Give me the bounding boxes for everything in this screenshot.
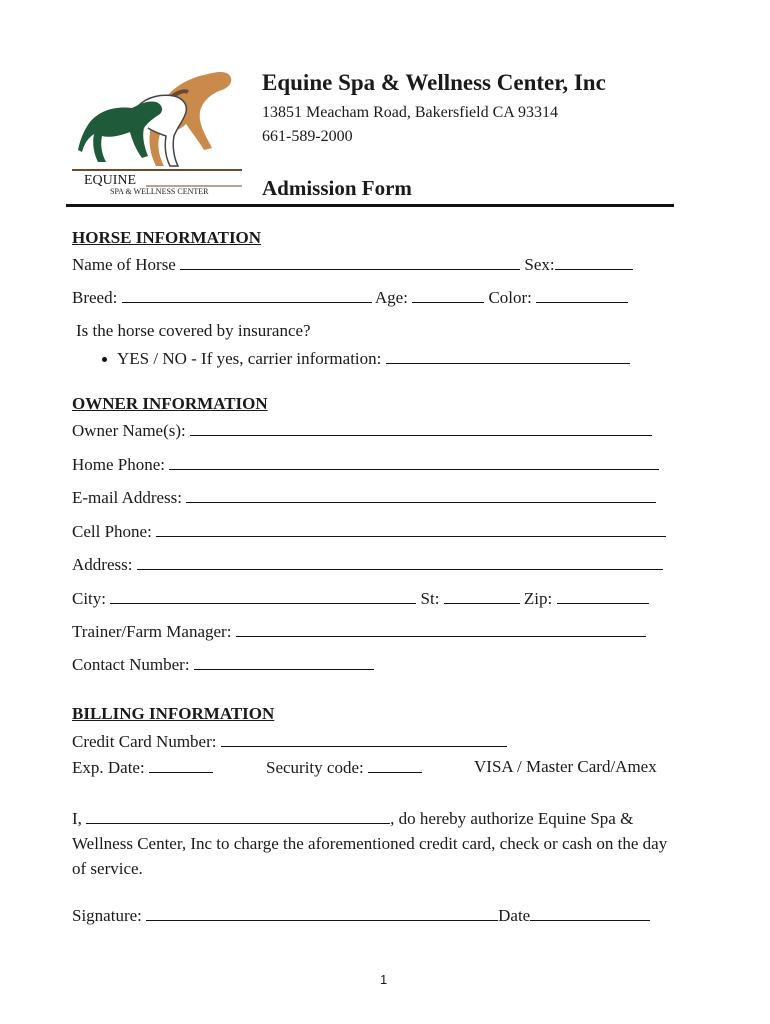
row-exp-date <box>72 757 213 778</box>
header-divider <box>66 204 674 207</box>
signature-field[interactable] <box>146 905 498 921</box>
contact-number-field[interactable] <box>194 654 374 670</box>
auth-prefix: I, <box>72 809 82 828</box>
row-home-phone <box>72 454 659 475</box>
cell-phone-field[interactable] <box>156 521 666 537</box>
row-email <box>72 487 656 508</box>
bullet-icon <box>102 357 107 362</box>
insurance-option-text: YES / NO - If yes, carrier information: <box>117 349 382 368</box>
label-security-code: Security code: <box>266 758 364 777</box>
section-owner-heading: OWNER INFORMATION <box>72 394 268 413</box>
auth-text: , do hereby authorize Equine Spa & Wellness Center, Inc to charge the aforementioned credit card, check or cash on the day of service. <box>72 809 668 878</box>
address-field[interactable] <box>137 554 663 570</box>
zip-field[interactable] <box>557 588 649 604</box>
authorization-paragraph <box>72 806 684 881</box>
owner-names-field[interactable] <box>190 420 652 436</box>
row-card-number <box>72 731 507 752</box>
label-sex: Sex: <box>524 255 555 274</box>
page-number: 1 <box>380 972 388 987</box>
home-phone-field[interactable] <box>169 454 659 470</box>
label-horse-name: Name of Horse <box>72 255 176 274</box>
email-field[interactable] <box>186 487 656 503</box>
security-code-field[interactable] <box>368 757 422 773</box>
row-security-code <box>266 757 422 778</box>
breed-field[interactable] <box>122 287 372 303</box>
label-exp-date: Exp. Date: <box>72 758 145 777</box>
row-signature <box>72 905 650 926</box>
label-email: E-mail Address: <box>72 488 183 507</box>
insurance-question: Is the horse covered by insurance? <box>76 321 311 340</box>
label-state: St: <box>420 589 440 608</box>
horse-name-field[interactable] <box>180 254 520 270</box>
state-field[interactable] <box>444 588 520 604</box>
logo-text-subtitle: SPA & WELLNESS CENTER <box>110 187 209 196</box>
row-contact-number <box>72 654 374 675</box>
exp-date-field[interactable] <box>149 757 213 773</box>
row-horse-name <box>72 254 633 275</box>
label-breed: Breed: <box>72 288 118 307</box>
form-title: Admission Form <box>262 176 412 200</box>
logo-text-equine: EQUINE <box>84 173 137 188</box>
label-trainer: Trainer/Farm Manager: <box>72 622 232 641</box>
row-city <box>72 588 649 609</box>
authorizer-name-field[interactable] <box>86 808 390 824</box>
row-owner-names <box>72 420 652 441</box>
label-color: Color: <box>488 288 532 307</box>
label-home-phone: Home Phone: <box>72 455 166 474</box>
color-field[interactable] <box>536 287 628 303</box>
card-types: VISA / Master Card/Amex <box>474 757 657 776</box>
label-owner-names: Owner Name(s): <box>72 421 186 440</box>
sex-field[interactable] <box>555 254 633 270</box>
label-cell-phone: Cell Phone: <box>72 522 152 541</box>
age-field[interactable] <box>412 287 484 303</box>
insurance-carrier-field[interactable] <box>386 348 630 364</box>
label-city: City: <box>72 589 107 608</box>
section-billing-heading: BILLING INFORMATION <box>72 704 275 723</box>
label-zip: Zip: <box>523 589 553 608</box>
horse-logo-icon <box>70 66 245 198</box>
label-signature: Signature: <box>72 906 142 925</box>
company-address: 13851 Meacham Road, Bakersfield CA 93314 <box>262 104 558 121</box>
date-field[interactable] <box>530 905 650 921</box>
label-address: Address: <box>72 555 133 574</box>
row-trainer <box>72 621 646 642</box>
company-phone: 661-589-2000 <box>262 128 353 145</box>
label-age: Age: <box>374 288 408 307</box>
company-name: Equine Spa & Wellness Center, Inc <box>262 70 606 95</box>
label-contact-number: Contact Number: <box>72 655 190 674</box>
section-horse-heading: HORSE INFORMATION <box>72 228 262 247</box>
row-breed <box>72 287 628 308</box>
city-field[interactable] <box>110 588 416 604</box>
label-card-number: Credit Card Number: <box>72 732 217 751</box>
card-number-field[interactable] <box>221 731 507 747</box>
row-insurance-carrier <box>102 348 630 369</box>
trainer-field[interactable] <box>236 621 646 637</box>
row-address <box>72 554 663 575</box>
company-logo <box>70 66 245 198</box>
label-date: Date <box>498 906 531 925</box>
row-cell-phone <box>72 521 666 542</box>
